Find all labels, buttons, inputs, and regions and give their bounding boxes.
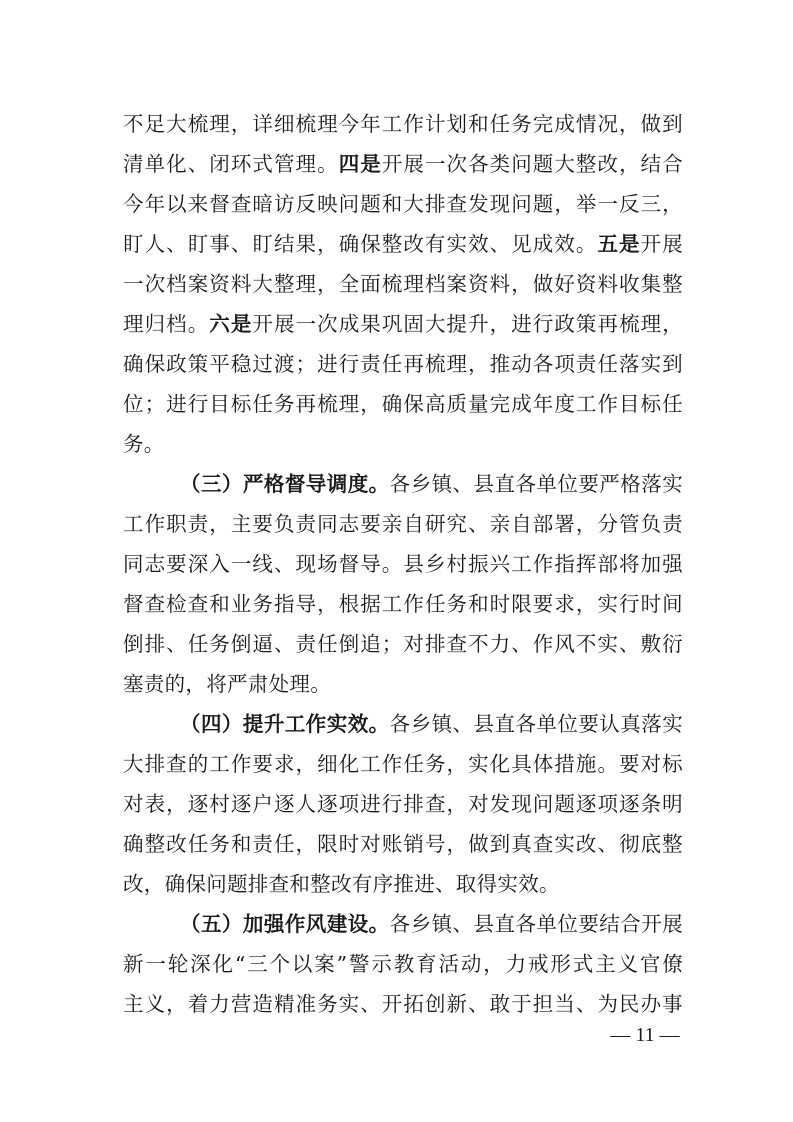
text-line: 大排查的工作要求，细化工作任务，实化具体措施。要对标 <box>123 752 683 776</box>
text-line: 务。 <box>123 432 165 456</box>
text-span: 开展一次成果巩固大提升，进行政策再梳理， <box>252 312 684 336</box>
text-line <box>123 150 683 178</box>
text-line: 塞责的，将严肃处理。 <box>123 672 331 696</box>
text-line: 位；进行目标任务再梳理，确保高质量完成年度工作目标任 <box>123 392 683 416</box>
text-line: 确整改任务和责任，限时对账销号，做到真查实改、彻底整 <box>123 832 683 856</box>
text-line: 确保政策平稳过渡；进行责任再梳理，推动各项责任落实到 <box>123 352 683 376</box>
text-line: 主义，着力营造精准务实、开拓创新、敢于担当、为民办事 <box>123 992 683 1016</box>
text-span: 清单化、闭环式管理。 <box>123 152 339 176</box>
emphasis-label: 四是 <box>338 152 382 176</box>
section-heading-line <box>180 910 683 938</box>
text-line: 新一轮深化“三个以案”警示教育活动，力戒形式主义官僚 <box>123 952 683 976</box>
text-span: 盯人、盯事、盯结果，确保整改有实效、见成效。 <box>123 232 598 256</box>
text-line: 不足大梳理，详细梳理今年工作计划和任务完成情况，做到 <box>123 112 683 136</box>
text-line: 督查检查和业务指导，根据工作任务和时限要求，实行时间 <box>123 592 683 616</box>
text-line: 今年以来督查暗访反映问题和大排查发现问题，举一反三， <box>123 192 683 216</box>
text-span: 理归档。 <box>123 312 210 336</box>
text-line: 对表，逐村逐户逐人逐项进行排查，对发现问题逐项逐条明 <box>123 792 683 816</box>
text-span: 开展 <box>640 232 683 256</box>
text-span: 开展一次各类问题大整改，结合 <box>381 152 684 176</box>
text-line: 一次档案资料大整理，全面梳理档案资料，做好资料收集整 <box>123 272 683 296</box>
page-number: — 11 — <box>610 1024 680 1046</box>
text-line: 改，确保问题排查和整改有序推进、取得实效。 <box>123 872 560 896</box>
text-line: 工作职责，主要负责同志要亲自研究、亲自部署，分管负责 <box>123 512 683 536</box>
section-heading: （四）提升工作实效。 <box>180 712 390 736</box>
section-heading-line <box>180 470 683 498</box>
text-line <box>123 310 683 338</box>
text-line: 同志要深入一线、现场督导。县乡村振兴工作指挥部将加强 <box>123 552 683 576</box>
section-heading: （五）加强作风建设。 <box>180 912 390 936</box>
emphasis-label: 五是 <box>597 232 641 256</box>
section-heading: （三）严格督导调度。 <box>180 472 390 496</box>
section-heading-line <box>180 710 683 738</box>
text-span: 各乡镇、县直各单位要认真落实 <box>389 712 684 736</box>
text-span: 各乡镇、县直各单位要严格落实 <box>389 472 684 496</box>
emphasis-label: 六是 <box>209 312 253 336</box>
text-line <box>123 230 683 258</box>
text-line: 倒排、任务倒逼、责任倒追；对排查不力、作风不实、敷衍 <box>123 632 683 656</box>
text-span: 各乡镇、县直各单位要结合开展 <box>389 912 684 936</box>
